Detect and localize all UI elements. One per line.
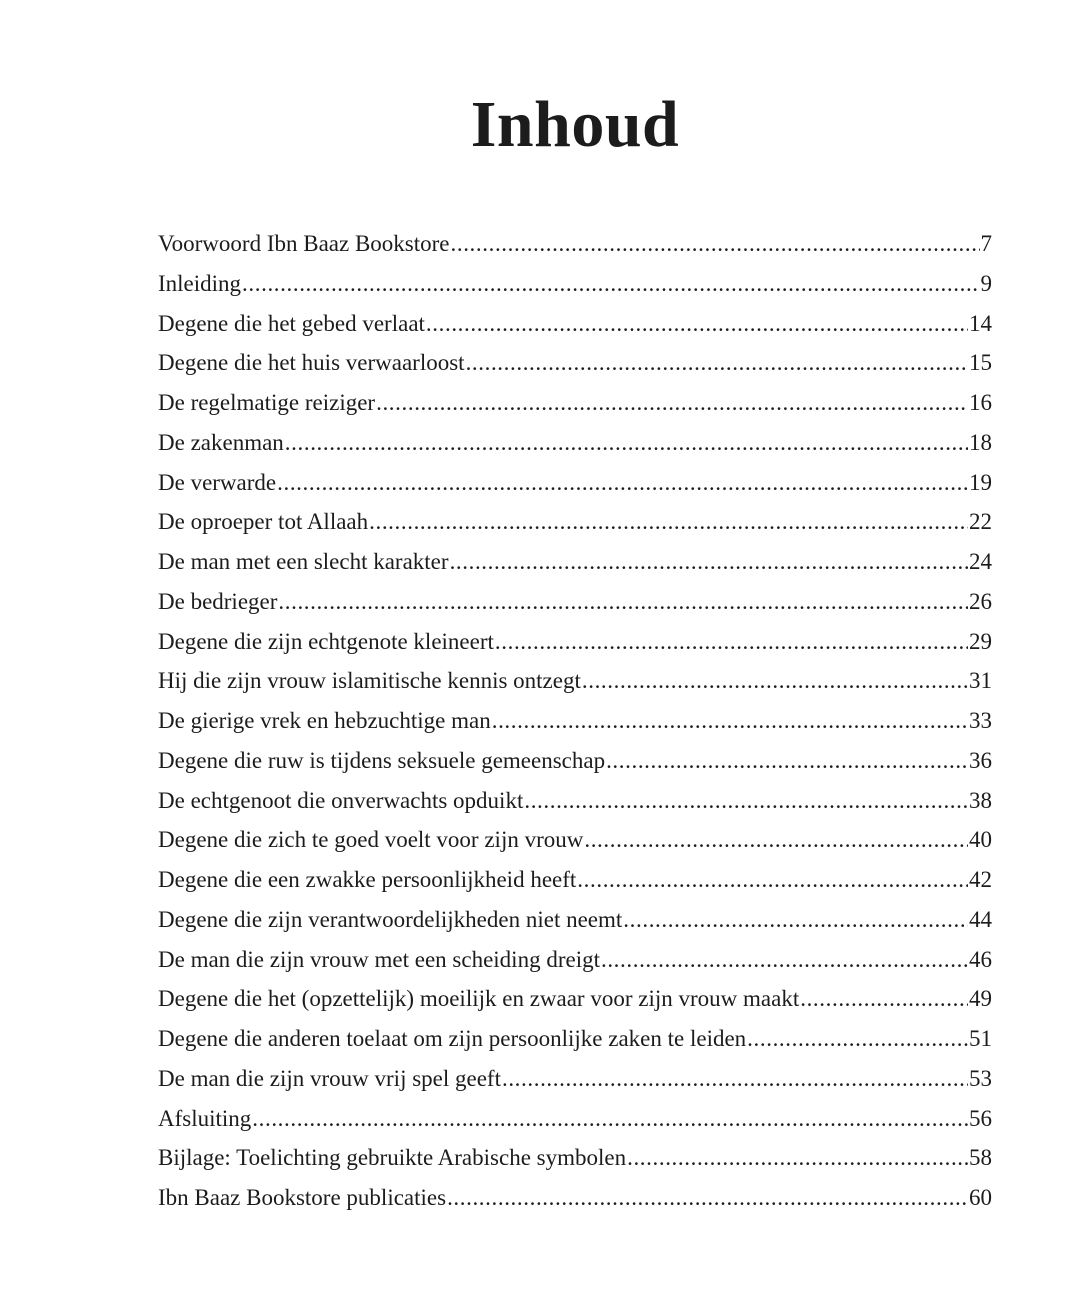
dot-leader [800,979,968,1019]
toc-entry-title: Degene die zijn echtgenote kleineert [158,628,494,654]
toc-page-number: 29 [969,628,992,654]
toc-entry-title: Ibn Baaz Bookstore publicaties [158,1185,447,1210]
toc-entry-title: Afsluiting [158,1105,252,1131]
toc-entry-title: Degene die zijn verantwoordelijkheden niet neemt [158,906,623,932]
toc-page-number: 9 [980,270,992,296]
toc-entry[interactable] [158,463,992,503]
toc-entry-title: Degene die een zwakke persoonlijkheid heeft [158,867,577,892]
dot-leader [451,224,980,264]
dot-leader [502,1059,968,1099]
toc-page-number: 40 [969,827,992,853]
toc-page-number: 60 [969,1185,992,1210]
dot-leader [584,820,968,860]
toc-entry[interactable] [158,1178,992,1218]
toc-entry[interactable] [158,224,992,264]
toc-entry-title: Degene die zich te goed voelt voor zijn vrouw [158,827,584,853]
toc-entry-title: De verwarde [158,469,277,495]
toc-entry[interactable] [158,900,992,940]
toc-page-number: 16 [969,390,992,415]
page-title: Inhoud [470,88,680,161]
toc-page-number: 58 [969,1145,992,1171]
toc-page-number: 36 [969,747,992,773]
toc-entry-title: De regelmatige reiziger [158,390,376,415]
dot-leader [450,542,968,582]
toc-entry[interactable] [158,622,992,662]
dot-leader [606,741,968,781]
toc-page-number: 51 [969,1026,992,1051]
toc-entry-title: De man die zijn vrouw vrij spel geeft [158,1065,501,1091]
toc-page-number: 38 [969,787,992,813]
toc-entry[interactable] [158,781,992,821]
dot-leader [242,264,979,304]
toc-entry[interactable] [158,383,992,423]
toc-entry-title: Bijlage: Toelichting gebruikte Arabische symbolen [158,1145,627,1171]
toc-entry-title: De bedrieger [158,588,278,614]
toc-entry-title: Degene die het gebed verlaat [158,310,425,336]
toc-page-number: 56 [969,1105,992,1131]
dot-leader [747,1019,968,1059]
dot-leader [376,383,968,423]
dot-leader [447,1178,968,1218]
toc-page-number: 19 [969,469,992,495]
toc-entry-title: Degene die het (opzettelijk) moeilijk en zwaar voor zijn vrouw maakt [158,986,800,1012]
toc-entry-title: Inleiding [158,270,242,296]
toc-entry-title: Degene die anderen toelaat om zijn persoonlijke zaken te leiden [158,1026,747,1051]
toc-entry[interactable] [158,1138,992,1178]
dot-leader [601,940,968,980]
toc-entry[interactable] [158,264,992,304]
toc-entry[interactable] [158,979,992,1019]
dot-leader [426,304,968,344]
dot-leader [277,463,968,503]
toc-entry-title: De gierige vrek en hebzuchtige man [158,708,491,733]
toc-entry[interactable] [158,820,992,860]
toc-entry-title: De echtgenoot die onverwachts opduikt [158,787,524,813]
dot-leader [582,661,968,701]
toc-page-number: 49 [969,986,992,1012]
dot-leader [285,423,968,463]
dot-leader [369,502,968,542]
dot-leader [252,1099,968,1139]
toc-page-number: 15 [969,350,992,376]
toc-entry-title: De man met een slecht karakter [158,549,449,574]
toc-page-number: 7 [980,231,992,256]
dot-leader [492,701,968,741]
dot-leader [623,900,968,940]
toc-entry[interactable] [158,940,992,980]
dot-leader [577,860,968,900]
toc-entry[interactable] [158,304,992,344]
toc-entry[interactable] [158,1059,992,1099]
toc-entry[interactable] [158,860,992,900]
dot-leader [627,1138,968,1178]
toc-entry[interactable] [158,1019,992,1059]
toc-entry[interactable] [158,1099,992,1139]
toc-page-number: 46 [969,946,992,972]
toc-entry-title: De man die zijn vrouw met een scheiding dreigt [158,946,600,972]
dot-leader [466,343,968,383]
toc-page-number: 44 [969,906,992,932]
toc-entry-title: Degene die het huis verwaarloost [158,350,465,376]
toc-entry[interactable] [158,502,992,542]
dot-leader [495,622,968,662]
toc-page-number: 14 [969,310,992,336]
toc-entry-title: Voorwoord Ibn Baaz Bookstore [158,231,450,256]
toc-page-number: 53 [969,1065,992,1091]
toc-entry[interactable] [158,661,992,701]
toc-page-number: 33 [969,708,992,733]
dot-leader [278,582,968,622]
toc-entry-title: Hij die zijn vrouw islamitische kennis ontzegt [158,668,581,694]
toc-page-number: 31 [969,668,992,694]
toc-page-number: 18 [969,429,992,455]
toc-entry[interactable] [158,701,992,741]
toc-entry[interactable] [158,343,992,383]
toc-entry[interactable] [158,741,992,781]
toc-entry[interactable] [158,423,992,463]
toc-page-number: 24 [969,549,992,574]
toc-entry-title: De oproeper tot Allaah [158,509,369,535]
toc-entry[interactable] [158,542,992,582]
toc-entry[interactable] [158,582,992,622]
toc-entry-title: Degene die ruw is tijdens seksuele gemeenschap [158,747,606,773]
table-of-contents [158,224,992,1218]
toc-entry-title: De zakenman [158,429,284,455]
toc-page-number: 22 [969,509,992,535]
toc-page-number: 26 [969,588,992,614]
toc-page-number: 42 [969,867,992,892]
dot-leader [524,781,968,821]
